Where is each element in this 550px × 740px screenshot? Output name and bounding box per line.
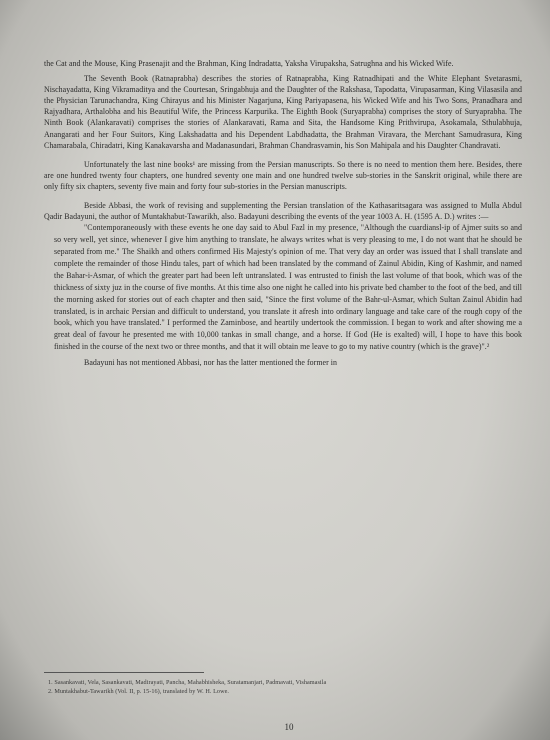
- block-quote: "Contemporaneously with these events he one day said to Abul Fazl in my presence, "Although the cuardiansl-ip of Ajmer suits so and so very well, yet since, whenever I give him anything to translate, he always writes what is very pleasing to me, I do not want that he should be separated from me." The Shaikh and others confirmed His Majesty's opinion of me. That very day an order was issued that I shall translate and complete the remainder of those Hindu tales, part of which had been translated by the command of Zainul Abidin, King of Kashmir, and named the Bahar-i-Asmar, of which the greater part had been left untranslated. I was entrusted to finish the last volume of that book, which was of the thickness of sixty juz in the course of five months. At this time also one night he called into his private bed chamber to the foot of the bed, and till the morning asked for stories out of each chapter and then said, "Since the first volume of the Bahr-ul-Asmar, which Sultan Zainul Abidin had translated, is in archaic Persian and difficult to understand, you translate it afresh into ordinary language and take care of the rough copy of the book, which you have translated." I performed the Zaminbose, and heartily undertook the commission. I began to work and after showing me a great deal of favour he presented me with 10,000 tankas in small change, and a horse. If God (He is exalted) will, I hope to have this book finished in the course of the next two or three months, and that it will obtain me leave to go to my native country (which is the grave)".²: [54, 223, 522, 352]
- footnotes: [48, 678, 520, 696]
- paragraph-seventh-book: The Seventh Book (Ratnaprabha) describes the stories of Ratnaprabha, King Ratnadhipati and the White Elephant Svetarasmi, Nischayadatta, King Vikramaditya and the Courtesan, Sringabhuja and the Daughter of the Rakshasa, Tapodatta, Virupasarman, King Vilasasila and the Physician Tarunachandra, King Chirayus and his Minister Nagarjuna, King Pariyapasena, his Wicked Wife and his Two Sons, Pranadhara and Rajyadhara, Arthalobha and his Beautiful Wife, the Princess Karpurika. The Eighth Book (Suryaprabha) comprises the story of Suryaprabha. The Ninth Book (Alankaravati) comprises the stories of Alankaravati, Rama and Sita, the Handsome King Prithvirupa, Asokamala, Sthulabhuja, Anangarati and her Four Suitors, King Lakshadatta and his Dependent Labdhadatta, the Brahman Viravara, the Merchant Samudrasura, King Chamarabala, Chiradatri, King Kanakavarsha and Madanasundari, Brahman Chandrasvamin, his Son Mahipala and his Daughter Chandravati.: [44, 74, 522, 150]
- paragraph-closing: Badayuni has not mentioned Abbasi, nor has the latter mentioned the former in: [84, 358, 338, 368]
- page-number: 10: [284, 722, 294, 732]
- paragraph-badayuni: Beside Abbasi, the work of revising and supplementing the Persian translation of the Kathasaritsagara was assigned to Mulla Abdul Qadir Badayuni, the author of Muntakhabut-Tawarikh, also. Badayuni describing the events of the year 1003 A. H. (1595 A. D.) writes :—: [44, 201, 522, 222]
- paragraph-missing-books: Unfortunately the last nine books¹ are missing from the Persian manuscripts. So there is no need to mention them here. Besides, there are one hundred twenty four chapters, one hundred seventy one main and one hundred twelve sub-stories in the Sanskrit original, while there are only fifty six chapters, seventy five main and forty four sub-stories in the Persian manuscripts.: [44, 159, 522, 191]
- footnote-1: 1. Sasankavati, Vela, Sasankavati, Madirayati, Pancha, Mahabhisheka, Suratamanjari, Padmavati, Vishamasila: [48, 679, 327, 686]
- footnote-2: 2. Muntakhabut-Tawarikh (Vol. II, p. 15-16), translated by W. H. Lowe.: [48, 688, 229, 695]
- page-body: [44, 58, 522, 732]
- footnote-divider: [44, 672, 204, 673]
- paragraph-continuation: the Cat and the Mouse, King Prasenajit and the Brahman, King Indradatta, Yaksha Virupaksha, Satrughna and his Wicked Wife.: [44, 59, 454, 68]
